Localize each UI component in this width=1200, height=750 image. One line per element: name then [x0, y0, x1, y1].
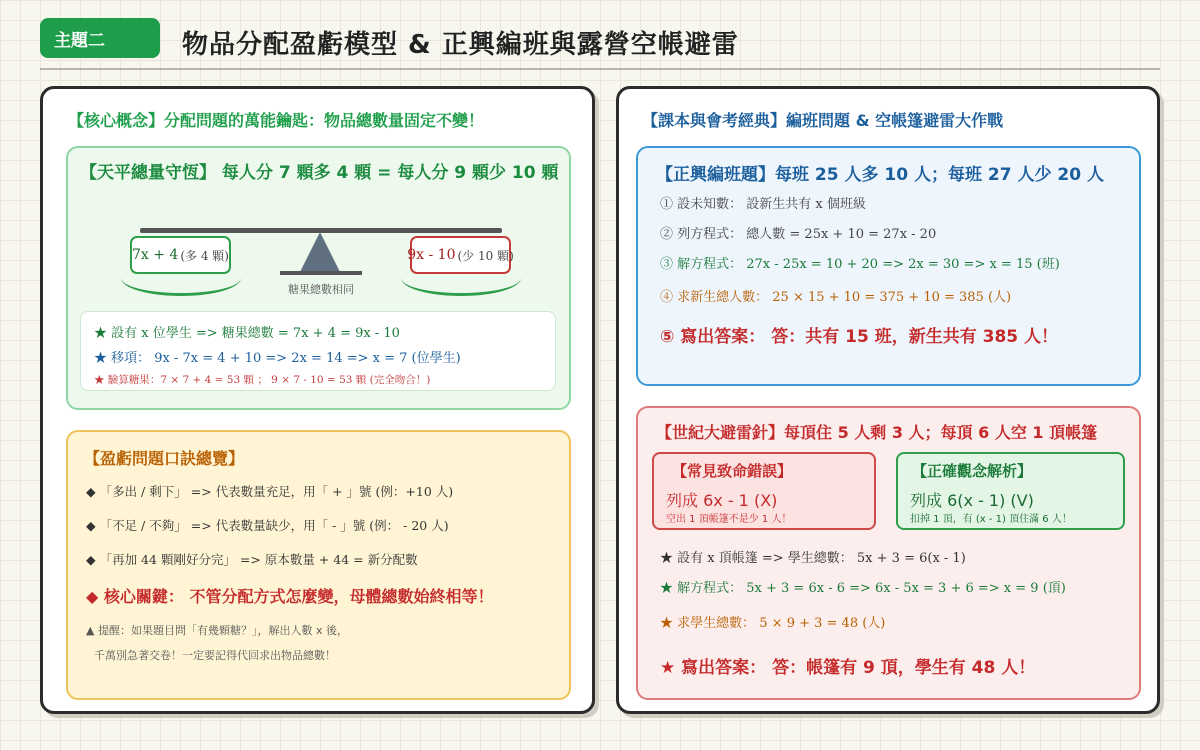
mnemonic-item: ◆ 「不足 / 不夠」 => 代表數量缺少，用「 - 」號 (例： - 20 人)	[86, 518, 449, 533]
left-pan-note: (多 4 顆)	[180, 248, 229, 263]
left-panel-heading: 【核心概念】分配問題的萬能鑰匙：物品總數量固定不變！	[68, 111, 485, 130]
topic-badge: 主題二	[40, 18, 160, 58]
header-divider	[40, 68, 1160, 70]
mnemonic-title: 【盈虧問題口訣總覽】	[84, 449, 245, 468]
tent-problem-title: 【世紀大避雷針】每頂住 5 人剩 3 人；每頂 6 人空 1 頂帳篷	[656, 423, 1098, 442]
tip-line: ▲ 提醒：如果題目問「有幾顆糖？」，解出人數 x 後，	[86, 624, 348, 637]
tip-line: 千萬別急著交卷！一定要記得代回求出物品總數！	[94, 649, 336, 662]
common-mistake-note: 空出 1 頂帳篷不是少 1 人！	[666, 514, 792, 525]
solution-step: ★ 解方程式： 5x + 3 = 6x - 6 => 6x - 5x = 3 + 6 => x = 9 (頂)	[660, 581, 1066, 596]
correct-concept-note: 扣掉 1 頂，有 (x - 1) 頂住滿 6 人！	[910, 514, 1072, 525]
balance-base	[280, 271, 362, 275]
verification-line: ★ 驗算糖果：7 × 7 + 4 = 53 顆 ； 9 × 7 - 10 = 53 顆 (完全吻合！)	[94, 374, 431, 386]
balance-title: 【天平總量守恆】 每人分 7 顆多 4 顆 = 每人分 9 顆少 10 顆	[80, 163, 559, 183]
mnemonic-item: ◆ 「多出 / 剩下」 => 代表數量充足，用「 + 」號 (例：+10 人)	[86, 484, 454, 499]
right-pan-formula: 9x - 10	[407, 247, 456, 263]
common-mistake-title: 【常見致命錯誤】	[672, 462, 793, 480]
left-pan-formula: 7x + 4	[132, 247, 179, 263]
tent-problem-answer: ★ 寫出答案： 答：帳篷有 9 頂，學生有 48 人！	[660, 658, 1036, 678]
solution-step: ② 列方程式： 總人數 = 25x + 10 = 27x - 20	[660, 227, 937, 242]
common-mistake-formula: 列成 6x - 1 (X)	[666, 491, 778, 510]
solution-step: ★ 設有 x 頂帳篷 => 學生總數： 5x + 3 = 6(x - 1)	[660, 551, 966, 566]
solution-step: ★ 求學生總數： 5 × 9 + 3 = 48 (人)	[660, 616, 886, 631]
correct-concept-formula: 列成 6(x - 1) (V)	[910, 491, 1034, 510]
derivation-line: ★ 設有 x 位學生 => 糖果總數 = 7x + 4 = 9x - 10	[94, 326, 400, 341]
correct-concept-title: 【正確觀念解析】	[912, 462, 1033, 480]
solution-step: ④ 求新生總人數： 25 × 15 + 10 = 375 + 10 = 385 (人)	[660, 290, 1012, 305]
solution-step: ③ 解方程式： 27x - 25x = 10 + 20 => 2x = 30 => x = 15 (班)	[660, 257, 1060, 272]
derivation-line: ★ 移項： 9x - 7x = 4 + 10 => 2x = 14 => x = 7 (位學生)	[94, 351, 461, 366]
balance-fulcrum-icon	[300, 232, 340, 272]
right-panel-heading: 【課本與會考經典】編班問題 & 空帳篷避雷大作戰	[642, 111, 1004, 130]
class-problem-answer: ⑤ 寫出答案： 答：共有 15 班，新生共有 385 人！	[660, 327, 1059, 347]
right-pan-expression	[407, 236, 514, 274]
mnemonic-item: ◆ 「再加 44 顆剛好分完」 => 原本數量 + 44 = 新分配數	[86, 552, 418, 567]
solution-step: ① 設未知數： 設新生共有 x 個班級	[660, 197, 866, 212]
right-pan-note: (少 10 顆)	[457, 248, 514, 263]
left-pan-expression	[130, 236, 231, 274]
mnemonic-key-point: ◆ 核心關鍵： 不管分配方式怎麼變，母體總數始終相等！	[86, 587, 494, 606]
page-title: 物品分配盈虧模型 & 正興編班與露營空帳避雷	[182, 30, 739, 60]
class-problem-title: 【正興編班題】每班 25 人多 10 人；每班 27 人少 20 人	[656, 165, 1104, 185]
fulcrum-label: 糖果總數相同	[288, 283, 354, 296]
